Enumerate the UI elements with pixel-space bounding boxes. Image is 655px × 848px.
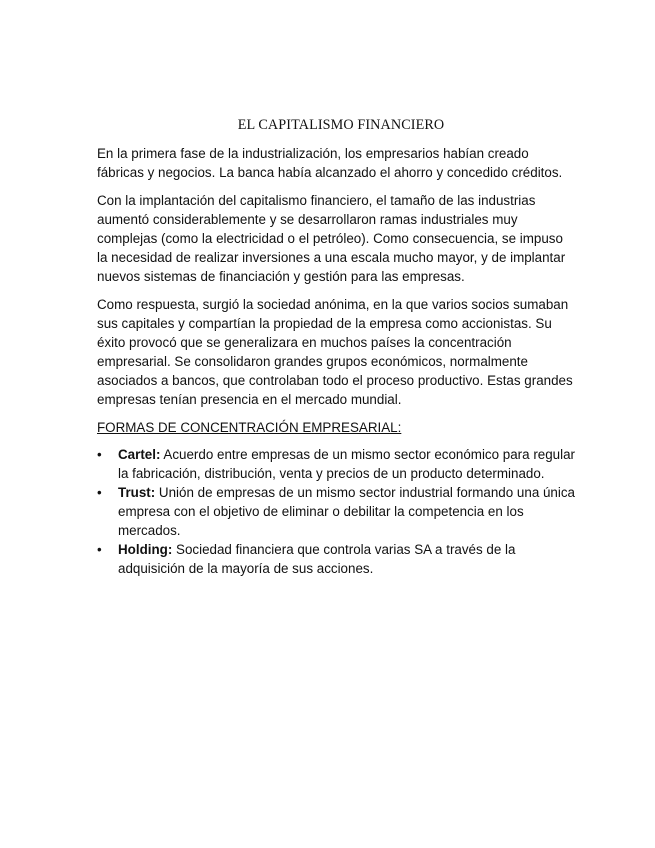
definition-holding: Sociedad financiera que controla varias SA a través de la adquisición de la mayoría de sus acciones. xyxy=(118,542,516,576)
document-title: EL CAPITALISMO FINANCIERO xyxy=(237,117,445,133)
document-body xyxy=(97,117,575,578)
term-holding: Holding: xyxy=(118,542,173,557)
definition-cartel: Acuerdo entre empresas de un mismo sector económico para regular la fabricación, distribución, venta y precios de un producto determinado. xyxy=(118,447,575,481)
list-item-cartel xyxy=(97,445,575,483)
paragraph-industrialization: En la primera fase de la industrialización, los empresarios habían creado fábricas y negocios. La banca había alcanzado el ahorro y concedido créditos. xyxy=(97,146,563,180)
bullet-icon: • xyxy=(97,542,102,557)
list-item-holding xyxy=(97,540,575,578)
concentration-forms-list xyxy=(97,445,575,578)
bullet-icon: • xyxy=(97,447,102,462)
term-cartel: Cartel: xyxy=(118,447,161,462)
paragraph-sociedad-anonima: Como respuesta, surgió la sociedad anónima, en la que varios socios sumaban sus capitales y compartían la propiedad de la empresa como accionistas. Su éxito provocó que se generalizara en muchos países la concentración empresarial. Se consolidaron grandes grupos económicos, normalmente asociados a bancos, que controlaban todo el proceso productivo. Estas grandes empresas tenían presencia en el mercado mundial. xyxy=(97,297,573,407)
bullet-icon: • xyxy=(97,485,102,500)
paragraph-financial-capitalism: Con la implantación del capitalismo financiero, el tamaño de las industrias aumentó considerablemente y se desarrollaron ramas industriales muy complejas (como la electricidad o el petróleo). Como consecuencia, se impuso la necesidad de realizar inversiones a una escala mucho mayor, y de implantar nuevos sistemas de financiación y gestión para las empresas. xyxy=(97,193,566,284)
definition-trust: Unión de empresas de un mismo sector industrial formando una única empresa con el objetivo de eliminar o debilitar la competencia en los mercados. xyxy=(118,485,575,538)
list-item-trust xyxy=(97,483,575,540)
section-heading: FORMAS DE CONCENTRACIÓN EMPRESARIAL: xyxy=(97,420,402,435)
term-trust: Trust: xyxy=(118,485,156,500)
